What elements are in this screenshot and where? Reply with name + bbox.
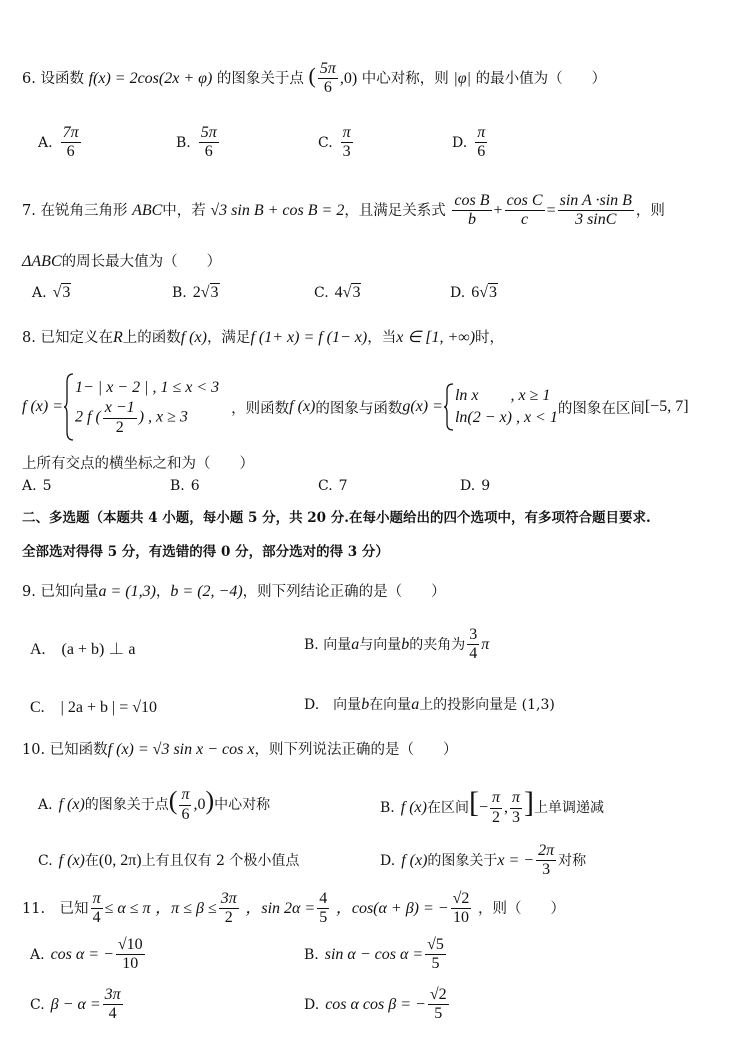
text: D. xyxy=(452,134,468,151)
question-11-stem xyxy=(22,890,723,928)
option-10a[interactable] xyxy=(38,786,270,824)
option-11c[interactable] xyxy=(30,986,125,1024)
math-symbol: 4√3 xyxy=(334,284,361,301)
text: 3 xyxy=(488,284,497,301)
text: 的周长最大值为（ ） xyxy=(61,254,222,270)
text: 4 xyxy=(334,284,343,301)
text: 8. 已知定义在 xyxy=(22,330,113,346)
text: f (x) = xyxy=(22,398,63,415)
math-symbol xyxy=(536,842,556,880)
text: 中心对称 xyxy=(214,797,271,813)
math-symbol xyxy=(179,786,191,824)
text: π xyxy=(475,124,487,143)
text: sin α − cos α = xyxy=(324,945,424,963)
text: f (x) = √3 sin x − cos x xyxy=(107,741,255,758)
text: 1− | x − 2 | , 1 ≤ x < 3 xyxy=(75,379,220,397)
text: 5 xyxy=(431,955,440,973)
math-symbol xyxy=(317,890,329,928)
text: a = (1,3) xyxy=(98,583,156,600)
text: sin A ·sin B xyxy=(558,192,634,211)
math-symbol: √3 xyxy=(52,284,71,301)
math-symbol xyxy=(428,986,449,1024)
text: B. xyxy=(172,285,187,301)
text: C. xyxy=(314,285,329,301)
text: 的图象在区间 xyxy=(557,400,645,417)
text: 的图象关于 xyxy=(427,852,498,869)
text: π xyxy=(490,789,502,808)
math-symbol xyxy=(91,890,103,928)
math-symbol xyxy=(425,936,446,974)
text: 9 xyxy=(481,478,491,494)
option-11b[interactable] xyxy=(304,936,448,974)
option-9b[interactable] xyxy=(304,626,489,664)
math-symbol xyxy=(199,124,219,162)
text: ，则函数 xyxy=(231,400,290,417)
text: [−5, 7] xyxy=(644,398,689,415)
text: b = (2, −4) xyxy=(170,583,243,600)
math-symbol xyxy=(116,936,145,974)
text: 6 xyxy=(190,478,200,494)
text: 9. 已知向量 xyxy=(22,584,99,600)
text: = xyxy=(546,201,556,219)
text: 2π xyxy=(536,842,556,861)
text: ，则下列结论正确的是（ ） xyxy=(242,584,446,600)
text: cos α = − xyxy=(50,945,114,963)
left-brace-icon xyxy=(443,382,455,432)
text: 的最小值为（ ） xyxy=(475,70,607,87)
text: π xyxy=(481,635,490,653)
text: cos B xyxy=(452,192,491,211)
text: 上的函数 xyxy=(122,330,181,346)
text: 在 xyxy=(84,853,99,869)
text: 2 xyxy=(115,418,124,436)
text: ΔABC xyxy=(22,253,62,270)
text: f (1+ x) = f (1− x) xyxy=(250,329,368,346)
text: ln(2 − x) , x < 1 xyxy=(454,409,558,426)
text: A. xyxy=(30,946,45,963)
text: 4 xyxy=(108,1005,117,1023)
math-symbol: [ xyxy=(468,786,479,819)
text: b xyxy=(361,696,370,713)
text: 在区间 xyxy=(426,800,469,816)
text: √2 xyxy=(451,890,472,909)
option-9c[interactable] xyxy=(30,694,157,717)
text: B. xyxy=(380,800,395,816)
option-11a[interactable] xyxy=(30,936,147,974)
text: 的图象与函数 xyxy=(315,400,403,417)
option-8b[interactable] xyxy=(170,478,200,494)
text: 上有且仅有 2 个极小值点 xyxy=(141,853,300,869)
text: 对称 xyxy=(558,852,587,869)
text: f (x) xyxy=(400,799,427,816)
math-symbol xyxy=(451,890,472,928)
text: 上所有交点的横坐标之和为（ ） xyxy=(22,456,254,472)
question-9-stem xyxy=(22,580,723,601)
option-8d[interactable] xyxy=(460,478,490,494)
text: (0, 2π) xyxy=(98,852,142,869)
option-6c[interactable] xyxy=(318,124,355,162)
text: ，cos(α + β) = − xyxy=(335,899,449,917)
text: a xyxy=(351,635,360,653)
text: 6 xyxy=(323,79,332,97)
text: 的图象关于点 xyxy=(216,70,304,87)
text: ，满足 xyxy=(206,330,251,346)
text: 6 xyxy=(477,143,486,161)
text: D. 向量 xyxy=(304,697,362,713)
text: 5 xyxy=(42,478,52,494)
question-7-stem xyxy=(22,192,723,230)
text: √5 xyxy=(425,936,446,955)
text: A. xyxy=(38,797,53,813)
text: 5π xyxy=(318,60,338,79)
text: cos C xyxy=(505,192,545,211)
text: 5 xyxy=(434,1005,443,1023)
text: π xyxy=(91,890,103,909)
text: b xyxy=(467,211,476,229)
text: f (x) xyxy=(58,852,85,869)
text: B. xyxy=(170,478,185,494)
text: cos α cos β = − xyxy=(325,995,426,1013)
text: β − α = xyxy=(50,995,101,1013)
option-7a[interactable] xyxy=(32,284,71,302)
text: D. xyxy=(304,996,320,1013)
text: C. xyxy=(318,478,333,494)
text: ,0 xyxy=(193,796,206,813)
question-8-stem xyxy=(22,326,723,347)
text: A. xyxy=(38,134,53,151)
text: C. xyxy=(318,134,333,151)
text: ABC xyxy=(132,201,163,219)
text: 5π xyxy=(199,124,219,143)
text: B. xyxy=(176,134,191,151)
text: 6. 设函数 xyxy=(22,70,84,87)
option-11d[interactable] xyxy=(304,986,451,1024)
text: √3 sin B + cos B = 2 xyxy=(210,201,345,219)
math-symbol: ) xyxy=(205,786,215,815)
text: 时， xyxy=(475,330,505,346)
option-9a[interactable] xyxy=(30,636,135,659)
text: f (x) xyxy=(58,796,85,813)
math: |φ| xyxy=(453,69,472,87)
text: x −1 xyxy=(103,399,137,418)
text: f (x) xyxy=(401,851,428,869)
text: ) , x ≥ 3 xyxy=(138,408,188,426)
option-6d[interactable] xyxy=(452,124,489,162)
text: 7 xyxy=(338,478,348,494)
text: 3π xyxy=(103,986,123,1005)
text: 3 xyxy=(342,143,351,161)
text: 的图象关于点 xyxy=(84,797,169,813)
math-symbol: 2√3 xyxy=(192,284,219,301)
text: 2 f ( xyxy=(75,408,101,426)
option-6b[interactable] xyxy=(176,124,221,162)
text: D. xyxy=(380,852,396,869)
text: A. (a + b) ⊥ a xyxy=(30,641,136,658)
text: 3 xyxy=(352,284,361,301)
text: g(x) = xyxy=(402,398,443,415)
math-symbol xyxy=(61,124,81,162)
option-7c[interactable] xyxy=(314,284,361,302)
text: A. xyxy=(22,478,37,494)
math-symbol xyxy=(475,124,487,162)
text: R xyxy=(112,329,123,346)
text: 上单调递减 xyxy=(534,800,605,816)
text: ，则 xyxy=(635,202,665,219)
text: 7. 在锐角三角形 xyxy=(22,202,128,219)
text: 4 xyxy=(469,645,478,663)
text: π xyxy=(341,124,353,143)
math: f(x) = 2cos(2x + φ) xyxy=(88,69,213,87)
text: 4 xyxy=(317,890,329,909)
text: 10 xyxy=(122,955,139,973)
text: 在向量 xyxy=(369,697,412,713)
text: B. 向量 xyxy=(304,636,352,653)
text: 6 xyxy=(181,805,190,823)
text: 中心对称，则 xyxy=(361,70,449,87)
text: 7π xyxy=(61,124,81,143)
text: 的夹角为 xyxy=(409,636,466,653)
math-symbol xyxy=(103,399,137,437)
math-symbol xyxy=(219,890,239,928)
option-10b[interactable] xyxy=(380,786,604,827)
text: 3 xyxy=(62,284,71,301)
text: ，π ≤ β ≤ xyxy=(155,899,217,917)
math-symbol xyxy=(467,626,479,664)
text: 10 xyxy=(452,909,469,927)
math-symbol xyxy=(452,192,491,230)
math-symbol: ( xyxy=(308,62,316,88)
text: 11. 已知 xyxy=(22,900,89,917)
text: π xyxy=(179,786,191,805)
text: 3 xyxy=(210,284,219,301)
option-7d[interactable] xyxy=(450,284,498,302)
text: 中，若 xyxy=(162,202,206,219)
math-symbol: − xyxy=(478,799,488,816)
text: ≤ α ≤ π xyxy=(104,899,151,917)
text: ，则（ ） xyxy=(477,900,565,917)
text: c xyxy=(521,211,529,229)
question-6-stem xyxy=(22,60,723,98)
section-2-header xyxy=(22,506,723,526)
text: a xyxy=(411,696,420,713)
question-8-line3 xyxy=(22,452,723,473)
math-symbol: , xyxy=(504,799,508,816)
math-symbol xyxy=(341,124,353,162)
text: ，则下列说法正确的是（ ） xyxy=(254,742,458,758)
text: x ∈ [1, +∞) xyxy=(396,329,476,346)
option-8c[interactable] xyxy=(318,478,348,494)
text: + xyxy=(493,201,503,219)
text: C. | 2a + b | = √10 xyxy=(30,699,158,716)
math-symbol xyxy=(505,192,545,230)
text: b xyxy=(401,635,410,653)
fraction xyxy=(318,60,338,98)
text: D. xyxy=(450,285,466,301)
option-7b[interactable] xyxy=(172,284,220,302)
text: x = − xyxy=(497,851,535,869)
math-symbol xyxy=(558,192,634,230)
text: D. xyxy=(460,478,476,494)
text: √10 xyxy=(116,936,145,955)
text: 6 xyxy=(471,284,480,301)
text: 全部选对得得 5 分，有选错的得 0 分，部分选对的得 3 分） xyxy=(22,544,389,560)
option-9d[interactable] xyxy=(304,694,555,714)
text: f (x) xyxy=(289,398,316,415)
text: 4 xyxy=(92,909,101,927)
text: 3 xyxy=(512,808,520,826)
text: C. xyxy=(38,853,53,869)
math-symbol xyxy=(75,399,219,437)
text: B. xyxy=(304,946,319,963)
text: 上的投影向量是 (1,3) xyxy=(419,697,555,713)
text: f (x) xyxy=(180,329,207,346)
option-8a[interactable] xyxy=(22,478,51,494)
math-symbol xyxy=(490,789,502,827)
math-symbol: 6√3 xyxy=(471,284,497,301)
math-symbol: ] xyxy=(524,786,535,819)
text: 3 sinC xyxy=(575,211,617,229)
text: 6 xyxy=(204,143,213,161)
text: ，当 xyxy=(367,330,397,346)
text: C. xyxy=(30,996,45,1013)
math-symbol: ( xyxy=(168,786,178,815)
text: 5 xyxy=(319,909,328,927)
question-10-stem xyxy=(22,738,723,759)
text: 3 xyxy=(542,861,551,879)
text: 与向量 xyxy=(359,636,402,653)
option-6a[interactable] xyxy=(38,124,83,162)
text: ln x , x ≥ 1 xyxy=(454,387,551,404)
text: ，且满足关系式 xyxy=(344,202,446,219)
section-2-header-line2 xyxy=(22,540,723,560)
text: ， xyxy=(155,584,171,600)
option-10d[interactable] xyxy=(380,842,586,880)
left-brace-icon xyxy=(63,372,75,442)
text: ,0) xyxy=(339,69,358,87)
math-symbol xyxy=(75,377,219,437)
math-symbol xyxy=(455,385,558,429)
text: 2 xyxy=(224,909,233,927)
text: 3 xyxy=(467,626,479,645)
question-8-piecewise xyxy=(22,370,723,444)
text: √2 xyxy=(428,986,449,1005)
text: 10. 已知函数 xyxy=(22,742,108,758)
text: A. xyxy=(32,285,47,301)
text: 2 xyxy=(491,808,500,826)
math-symbol xyxy=(510,789,522,827)
math-symbol xyxy=(103,986,123,1024)
question-7-line2 xyxy=(22,250,723,271)
text: 6 xyxy=(66,143,75,161)
text: 2 xyxy=(192,284,201,301)
option-10c[interactable] xyxy=(38,850,299,870)
text: 二、多选题（本题共 4 小题，每小题 5 分，共 20 分.在每小题给出的四个选项中，有多项符合题目要求. xyxy=(22,510,651,526)
text: π xyxy=(510,789,522,808)
text: 3π xyxy=(219,890,239,909)
text: ，sin 2α = xyxy=(245,899,316,917)
